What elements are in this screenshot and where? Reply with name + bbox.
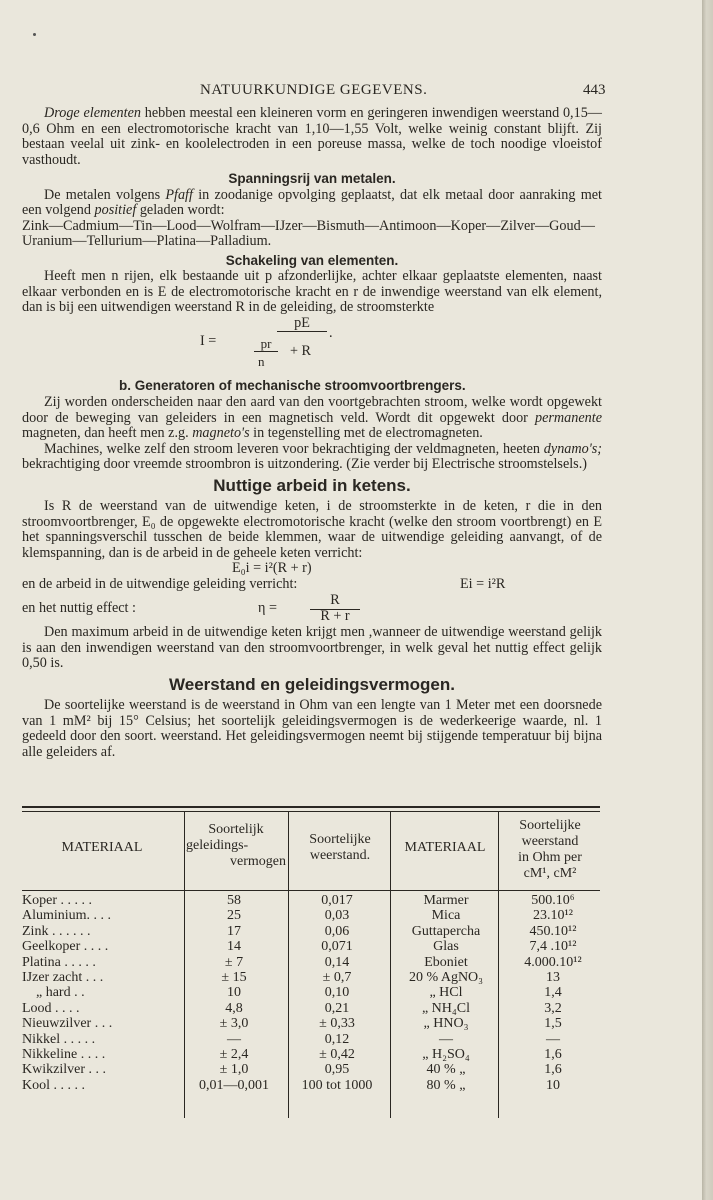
- table-row: [22, 908, 602, 923]
- cell-weerstand: ± 0,33: [319, 1016, 355, 1032]
- header-geleidingsvermogen: [186, 822, 286, 870]
- table-top-rule: [22, 806, 600, 808]
- cell-weerstand-ohm: 500.10⁶: [531, 893, 575, 908]
- running-header: NATUURKUNDIGE GEGEVENS.: [200, 82, 428, 98]
- table-row: [22, 970, 602, 985]
- cell-materiaal: Koper . . . . .: [22, 893, 92, 908]
- paragraph-text: bekrachtiging door vreemde stroombron is uitzondering. (Zie verder bij Electrische stroomstelsels.): [22, 456, 587, 472]
- table-row: [22, 939, 602, 954]
- italic-term: dynamo's;: [543, 440, 602, 457]
- equation-label: en het nuttig effect :: [22, 600, 136, 616]
- cell-materiaal: Nieuwzilver . . .: [22, 1016, 113, 1032]
- table-row: [22, 893, 602, 908]
- cell-weerstand-ohm: 4.000.10¹²: [524, 954, 582, 970]
- cell-weerstand: ± 0,42: [319, 1046, 355, 1062]
- cell-geleidingsvermogen: ± 2,4: [219, 1046, 249, 1062]
- cell-geleidingsvermogen: 25: [227, 908, 241, 924]
- cell-geleidingsvermogen: 14: [227, 939, 241, 955]
- cell-weerstand-ohm: 7,4 .10¹²: [529, 939, 577, 955]
- cell-weerstand-ohm: 1,6: [544, 1062, 562, 1078]
- paragraph-text: De metalen volgens: [44, 186, 166, 203]
- table-top-rule-thin: [22, 811, 600, 812]
- paragraph-text: magneten, dan heeft men z.g.: [22, 425, 193, 441]
- cell-materiaal: Nikkeline . . . .: [22, 1046, 106, 1062]
- header-weerstand-ohm: [500, 818, 600, 882]
- generatoren-paragraph-2: [22, 442, 602, 473]
- weerstand-heading: Weerstand en geleidingsvermogen.: [169, 674, 455, 694]
- cell-materiaal-2: Guttapercha: [411, 923, 481, 939]
- weerstand-paragraph: De soortelijke weerstand is de weerstand in Ohm van een lengte van 1 Meter met een doorsnede van 1 mM² bij 15° Celsius; het soortelijk geleidingsvermogen is de wederkeerige waarde, nl. 1 gedeeld door den soort. weerstand. Het geleidingsvermogen neemt bij stijgende temperatuur bij bijna alle geleiders af.: [22, 697, 602, 760]
- cell-weerstand: 0,10: [324, 985, 350, 1001]
- cell-materiaal: IJzer zacht . . .: [22, 969, 104, 985]
- table-header-rule: [22, 890, 600, 891]
- nuttige-paragraph: Is R de weerstand van de uitwendige keten, i de stroomsterkte in de keten, r die in den stroomvoortbrenger, E₀ de opgewekte electromotorische kracht (welke den stroom voortbrengt) en E het spanningsverschil tusschen de beide klemmen, waar de uitwendige geleiding aanvangt, of de klemspanning, dan is de arbeid in de geheele keten verricht:: [22, 498, 602, 561]
- cell-weerstand-ohm: 1,6: [544, 1046, 562, 1062]
- table-row: [22, 924, 602, 939]
- cell-geleidingsvermogen: 4,8: [225, 1000, 243, 1016]
- metal-series: Zink—Cadmium—Tin—Lood—Wolfram—IJzer—Bismuth—Antimoon—Koper—Zilver—Goud—Uranium—Tellurium—Platina—Palladium.: [22, 217, 595, 249]
- table-row: [22, 1078, 602, 1093]
- cell-weerstand: 0,03: [324, 908, 350, 924]
- cell-materiaal: Kwikzilver . . .: [22, 1062, 106, 1078]
- equation-label: en de arbeid in de uitwendige geleiding verricht:: [22, 576, 298, 592]
- cell-weerstand-ohm: 3,2: [544, 1000, 562, 1016]
- header-line: cM¹, cM²: [523, 866, 577, 881]
- header-line: Soortelijk: [208, 822, 264, 837]
- header-line: Soortelijke: [309, 832, 371, 847]
- efficiency-formula: [22, 593, 602, 625]
- header-materiaal-2: MATERIAAL: [404, 840, 486, 855]
- cell-weerstand: 100 tot 1000: [301, 1077, 373, 1093]
- header-line: vermogen: [230, 854, 286, 869]
- cell-materiaal-2: 40 % „: [426, 1062, 466, 1078]
- cell-geleidingsvermogen: 10: [227, 985, 241, 1001]
- cell-materiaal-2: —: [439, 1031, 453, 1047]
- italic-term: magneto's: [192, 425, 250, 441]
- cell-materiaal-2: „ NH₄Cl: [421, 1000, 471, 1016]
- cell-geleidingsvermogen: ± 1,0: [219, 1062, 249, 1078]
- table-row: [22, 985, 602, 1000]
- cell-weerstand: 0,12: [324, 1031, 350, 1047]
- table-row: [22, 1016, 602, 1031]
- eta-symbol: η =: [258, 600, 277, 616]
- current-formula: [22, 316, 602, 372]
- generatoren-paragraph-1: [22, 395, 602, 442]
- cell-materiaal-2: „ HNO₃: [423, 1016, 469, 1032]
- formula-numerator: pE: [277, 316, 327, 333]
- formula-n: n: [258, 353, 265, 369]
- cell-materiaal: „ hard . .: [36, 985, 85, 1001]
- cell-materiaal-2: Glas: [433, 939, 459, 955]
- page-edge: [702, 0, 713, 1200]
- cell-weerstand-ohm: 10: [546, 1077, 560, 1093]
- paragraph-text: in zoodanige opvolging geplaatst, dat elk metaal door aanraking met een volgend: [22, 186, 602, 218]
- cell-geleidingsvermogen: ± 15: [221, 969, 247, 985]
- fraction-numerator: R: [310, 593, 360, 610]
- cell-geleidingsvermogen: ± 7: [224, 954, 244, 970]
- cell-weerstand: 0,21: [324, 1000, 350, 1016]
- cell-geleidingsvermogen: ± 3,0: [219, 1016, 249, 1032]
- droge-elementen-paragraph: [22, 106, 602, 168]
- cell-materiaal-2: Eboniet: [424, 954, 468, 970]
- cell-weerstand-ohm: 1,4: [544, 985, 562, 1001]
- cell-materiaal: Aluminium. . . .: [22, 908, 112, 924]
- cell-geleidingsvermogen: —: [227, 1031, 241, 1047]
- formula-plus-r: + R: [290, 342, 312, 359]
- equation-text: E₀i = i²(R + r): [232, 560, 312, 576]
- cell-weerstand-ohm: 13: [546, 969, 560, 985]
- generatoren-heading: b. Generatoren of mechanische stroomvoortbrengers.: [119, 377, 466, 393]
- cell-geleidingsvermogen: 17: [227, 923, 241, 939]
- cell-geleidingsvermogen: 0,01—0,001: [199, 1077, 269, 1093]
- cell-weerstand-ohm: 450.10¹²: [529, 923, 577, 939]
- paragraph-text: Machines, welke zelf den stroom leveren voor bekrachtiging der veldmagneten, heeten: [44, 440, 544, 457]
- italic-term: permanente: [535, 409, 602, 426]
- cell-weerstand: 0,071: [321, 939, 353, 955]
- equation-text: Ei = i²R: [460, 576, 506, 592]
- cell-materiaal: Lood . . . .: [22, 1000, 80, 1016]
- cell-materiaal: Kool . . . . .: [22, 1077, 85, 1093]
- header-line: geleidings-: [186, 838, 249, 853]
- cell-materiaal: Platina . . . . .: [22, 954, 96, 970]
- header-weerstand: [290, 832, 390, 864]
- table-body: [22, 893, 602, 1093]
- cell-materiaal: Geelkoper . . . .: [22, 939, 109, 955]
- page-number: 443: [583, 82, 606, 98]
- fraction-denominator: R + r: [320, 608, 350, 624]
- paragraph-text: Zij worden onderscheiden naar den aard van den voortgebrachten stroom, welke wordt opgewekt door de beweging van geleiders in een magnetisch veld. Wordt dit opgewekt door: [22, 394, 602, 426]
- table-row: [22, 1062, 602, 1077]
- cell-materiaal-2: „ HCl: [429, 985, 463, 1001]
- header-line: weerstand.: [309, 848, 371, 863]
- schakeling-heading: Schakeling van elementen.: [225, 252, 399, 268]
- formula-end: .: [329, 324, 333, 341]
- header-line: in Ohm per: [518, 850, 582, 865]
- header-line: Soortelijke: [519, 818, 581, 833]
- header-line: weerstand: [521, 834, 579, 849]
- paragraph-text: in tegenstelling met de electromagneten.: [249, 425, 483, 441]
- italic-term: Droge elementen: [44, 105, 141, 121]
- cell-geleidingsvermogen: 58: [227, 893, 241, 908]
- cell-weerstand-ohm: 23.10¹²: [533, 908, 573, 924]
- cell-weerstand: 0,06: [324, 923, 350, 939]
- nuttige-arbeid-heading: Nuttige arbeid in ketens.: [213, 475, 411, 495]
- cell-materiaal-2: 20 % AgNO₃: [408, 969, 484, 985]
- page-speck: [33, 33, 36, 36]
- table-row: [22, 955, 602, 970]
- body-text: [22, 106, 602, 760]
- italic-term: Pfaff: [165, 186, 193, 203]
- italic-term: positief: [94, 202, 137, 218]
- paragraph-text: hebben meestal een kleineren vorm en geringeren inwendigen weerstand 0,15—0,6 Ohm en een electromotorische kracht van 1,10—1,55 Volt, welke weinig constant blijft. Zij bestaan veelal uit zink- en koolelectroden in een poreuse massa, welke de toch noodige vloeistof vasthoudt.: [22, 105, 602, 168]
- table-row: [22, 1001, 602, 1016]
- header-materiaal: MATERIAAL: [61, 840, 143, 855]
- equation-e0i: [22, 561, 602, 577]
- table-row: [22, 1047, 602, 1062]
- cell-weerstand-ohm: 1,5: [544, 1016, 562, 1032]
- maximum-arbeid-paragraph: Den maximum arbeid in de uitwendige keten krijgt men ,wanneer de uitwendige weerstand gelijk is aan den inwendigen weerstand van den stroomvoortbrenger, in welk geval het nuttig effect gelijk 0,50 is.: [22, 624, 602, 671]
- cell-weerstand: 0,017: [321, 893, 353, 908]
- table-row: [22, 1032, 602, 1047]
- equation-ei-row: [22, 577, 602, 593]
- spanningsrij-paragraph: [22, 188, 602, 219]
- cell-materiaal-2: „ H₂SO₄: [422, 1046, 470, 1062]
- cell-materiaal-2: Mica: [431, 908, 461, 924]
- cell-weerstand-ohm: —: [546, 1031, 560, 1047]
- schakeling-paragraph: Heeft men n rijen, elk bestaande uit p afzonderlijke, achter elkaar geplaatste elementen, naast elkaar verbonden en is E de electromotorische kracht en r de inwendige weerstand van elk element, dan is bij een uitwendigen weerstand R in de geleiding, de stroomsterkte: [22, 268, 602, 315]
- formula-lhs: I =: [200, 332, 217, 349]
- cell-weerstand: ± 0,7: [322, 969, 352, 985]
- cell-materiaal: Zink . . . . . .: [22, 923, 91, 939]
- cell-materiaal-2: 80 % „: [426, 1077, 466, 1093]
- cell-materiaal: Nikkel . . . . .: [22, 1031, 96, 1047]
- paragraph-text: geladen wordt:: [136, 202, 225, 218]
- cell-weerstand: 0,14: [324, 954, 350, 970]
- formula-pr: pr: [254, 336, 278, 353]
- cell-weerstand: 0,95: [324, 1062, 350, 1078]
- spanningsrij-heading: Spanningsrij van metalen.: [228, 171, 396, 186]
- cell-materiaal-2: Marmer: [423, 893, 469, 908]
